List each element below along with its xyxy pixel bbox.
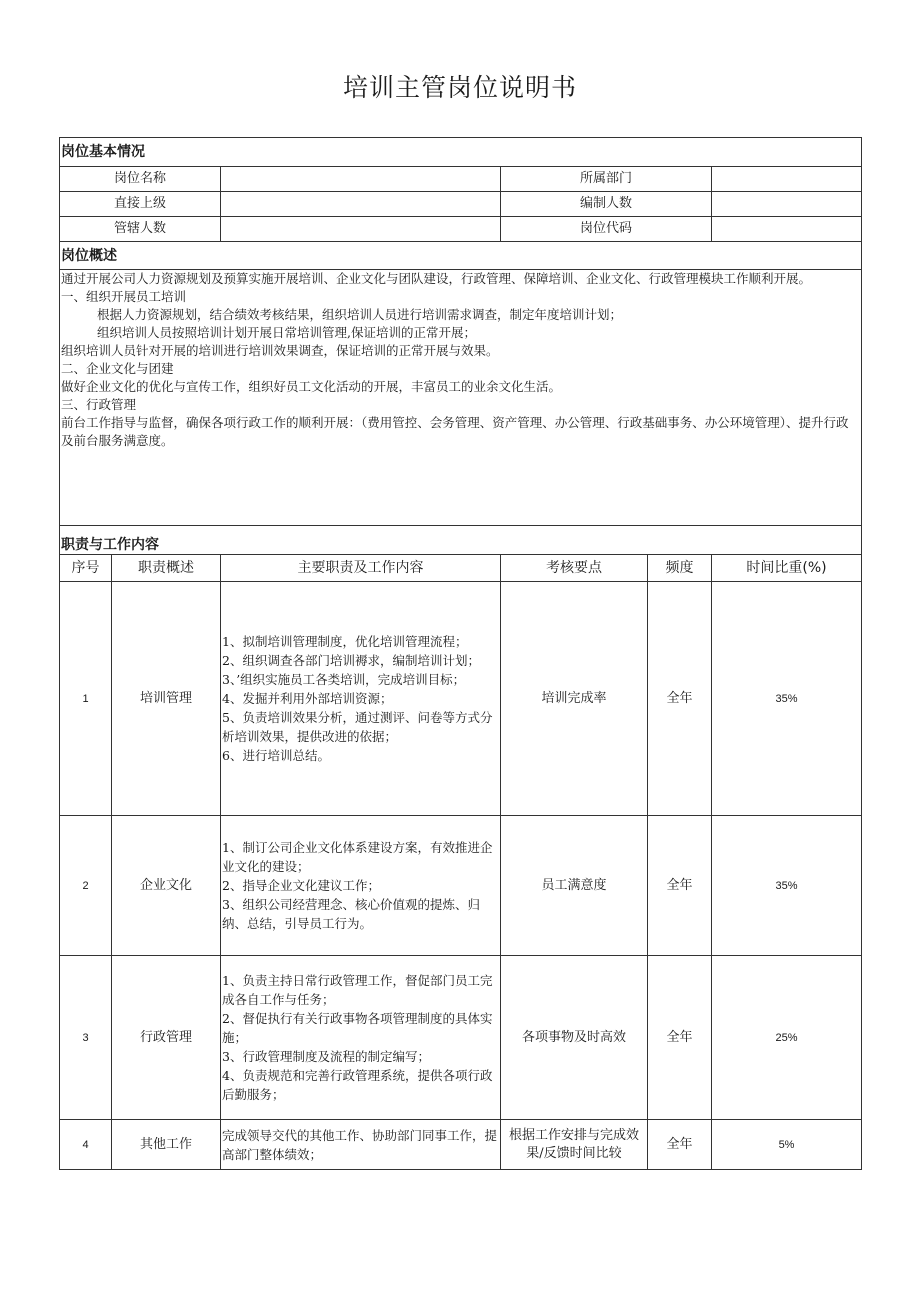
row-summary: 行政管理 [112,956,221,1120]
row-frequency: 全年 [648,816,712,956]
row-weight: 5% [712,1120,862,1170]
duty-item: 2、督促执行有关行政事物各项管理制度的具体实施； [222,1011,493,1045]
department-label: 所属部门 [501,167,712,192]
row-content [221,956,501,1120]
overview-line: 前台工作指导与监督，确保各项行政工作的顺利开展：（费用管控、会务管理、资产管理、办公管理、行政基础事务、办公环境管理）、提升行政及前台服务满意度。 [61,415,849,448]
row-content [221,816,501,956]
overview-line: 根据人力资源规划，结合绩效考核结果，组织培训人员进行培训需求调查，制定年度培训计划； [97,307,623,322]
row-content [221,582,501,816]
row-summary: 企业文化 [112,816,221,956]
duty-item: 1、制订公司企业文化体系建设方案，有效推进企业文化的建设； [222,840,493,874]
header-kpi: 考核要点 [501,555,648,582]
job-description-table [59,137,862,1170]
header-content: 主要职责及工作内容 [221,555,501,582]
department-value[interactable] [712,167,862,192]
subordinates-value[interactable] [221,217,501,242]
overview-line: 三、行政管理 [61,397,137,412]
row-kpi: 员工满意度 [501,816,648,956]
table-row [60,1120,862,1170]
overview-line: 通过开展公司人力资源规划及预算实施开展培训、企业文化与团队建设，行政管理、保障培训、企业文化、行政管理模块工作顺利开展。 [61,271,812,286]
duty-item: 1、拟制培训管理制度，优化培训管理流程； [222,634,468,649]
section-overview: 岗位概述 [60,242,862,270]
overview-text [60,270,862,526]
duty-item: 5、负责培训效果分析，通过测评、问卷等方式分析培训效果，提供改进的依据； [222,710,493,744]
row-frequency: 全年 [648,1120,712,1170]
duty-item: 3、’组织实施员工各类培训，完成培训目标； [222,672,466,687]
row-frequency: 全年 [648,956,712,1120]
duty-item: 2、指导企业文化建议工作； [222,878,380,893]
overview-line: 组织培训人员针对开展的培训进行培训效果调查，保证培训的正常开展与效果。 [61,343,499,358]
row-kpi: 培训完成率 [501,582,648,816]
row-frequency: 全年 [648,582,712,816]
row-no: 3 [60,956,112,1120]
section-basic-info: 岗位基本情况 [60,138,862,167]
row-weight: 25% [712,956,862,1120]
duty-item: 2、组织调查各部门培训褥求，编制培训计划； [222,653,480,668]
duty-item: 3、组织公司经营理念、核心价值观的提炼、归纳、总结，引导员工行为。 [222,897,480,931]
table-row [60,956,862,1120]
table-row [60,582,862,816]
row-content [221,1120,501,1170]
duty-item: 6、进行培训总结。 [222,748,330,763]
overview-line: 组织培训人员按照培训计划开展日常培训管理,保证培训的正常开展； [97,325,476,340]
position-code-label: 岗位代码 [501,217,712,242]
row-summary: 其他工作 [112,1120,221,1170]
overview-line: 做好企业文化的优化与宣传工作，组织好员工文化活动的开展，丰富员工的业余文化生活。 [61,379,562,394]
row-weight: 35% [712,816,862,956]
table-row [60,816,862,956]
duty-item: 1、负责主持日常行政管理工作，督促部门员工完成各自工作与任务； [222,973,493,1007]
row-weight: 35% [712,582,862,816]
row-no: 2 [60,816,112,956]
headcount-value[interactable] [712,192,862,217]
header-weight: 时间比重(%) [712,555,862,582]
header-frequency: 频度 [648,555,712,582]
row-summary: 培训管理 [112,582,221,816]
headcount-label: 编制人数 [501,192,712,217]
page-title: 培训主管岗位说明书 [342,73,577,102]
row-no: 4 [60,1120,112,1170]
position-name-value[interactable] [221,167,501,192]
supervisor-value[interactable] [221,192,501,217]
section-duties: 职责与工作内容 [60,526,862,555]
overview-line: 二、企业文化与团建 [61,361,174,376]
row-no: 1 [60,582,112,816]
duty-item: 完成领导交代的其他工作、协助部门同事工作，提高部门整体绩效； [222,1127,498,1162]
overview-line: 一、组织开展员工培训 [61,289,187,304]
header-no: 序号 [60,555,112,582]
duty-item: 3、行政管理制度及流程的制定编写； [222,1049,430,1064]
supervisor-label: 直接上级 [60,192,221,217]
row-kpi: 根据工作安排与完成效果/反馈时间比较 [501,1120,648,1170]
duty-item: 4、发掘并利用外部培训资源； [222,691,393,706]
row-kpi: 各项事物及时高效 [501,956,648,1120]
subordinates-label: 管辖人数 [60,217,221,242]
duty-item: 4、负责规范和完善行政管理系统，提供各项行政后勤服务； [222,1068,493,1102]
header-summary: 职责概述 [112,555,221,582]
position-code-value[interactable] [712,217,862,242]
position-name-label: 岗位名称 [60,167,221,192]
